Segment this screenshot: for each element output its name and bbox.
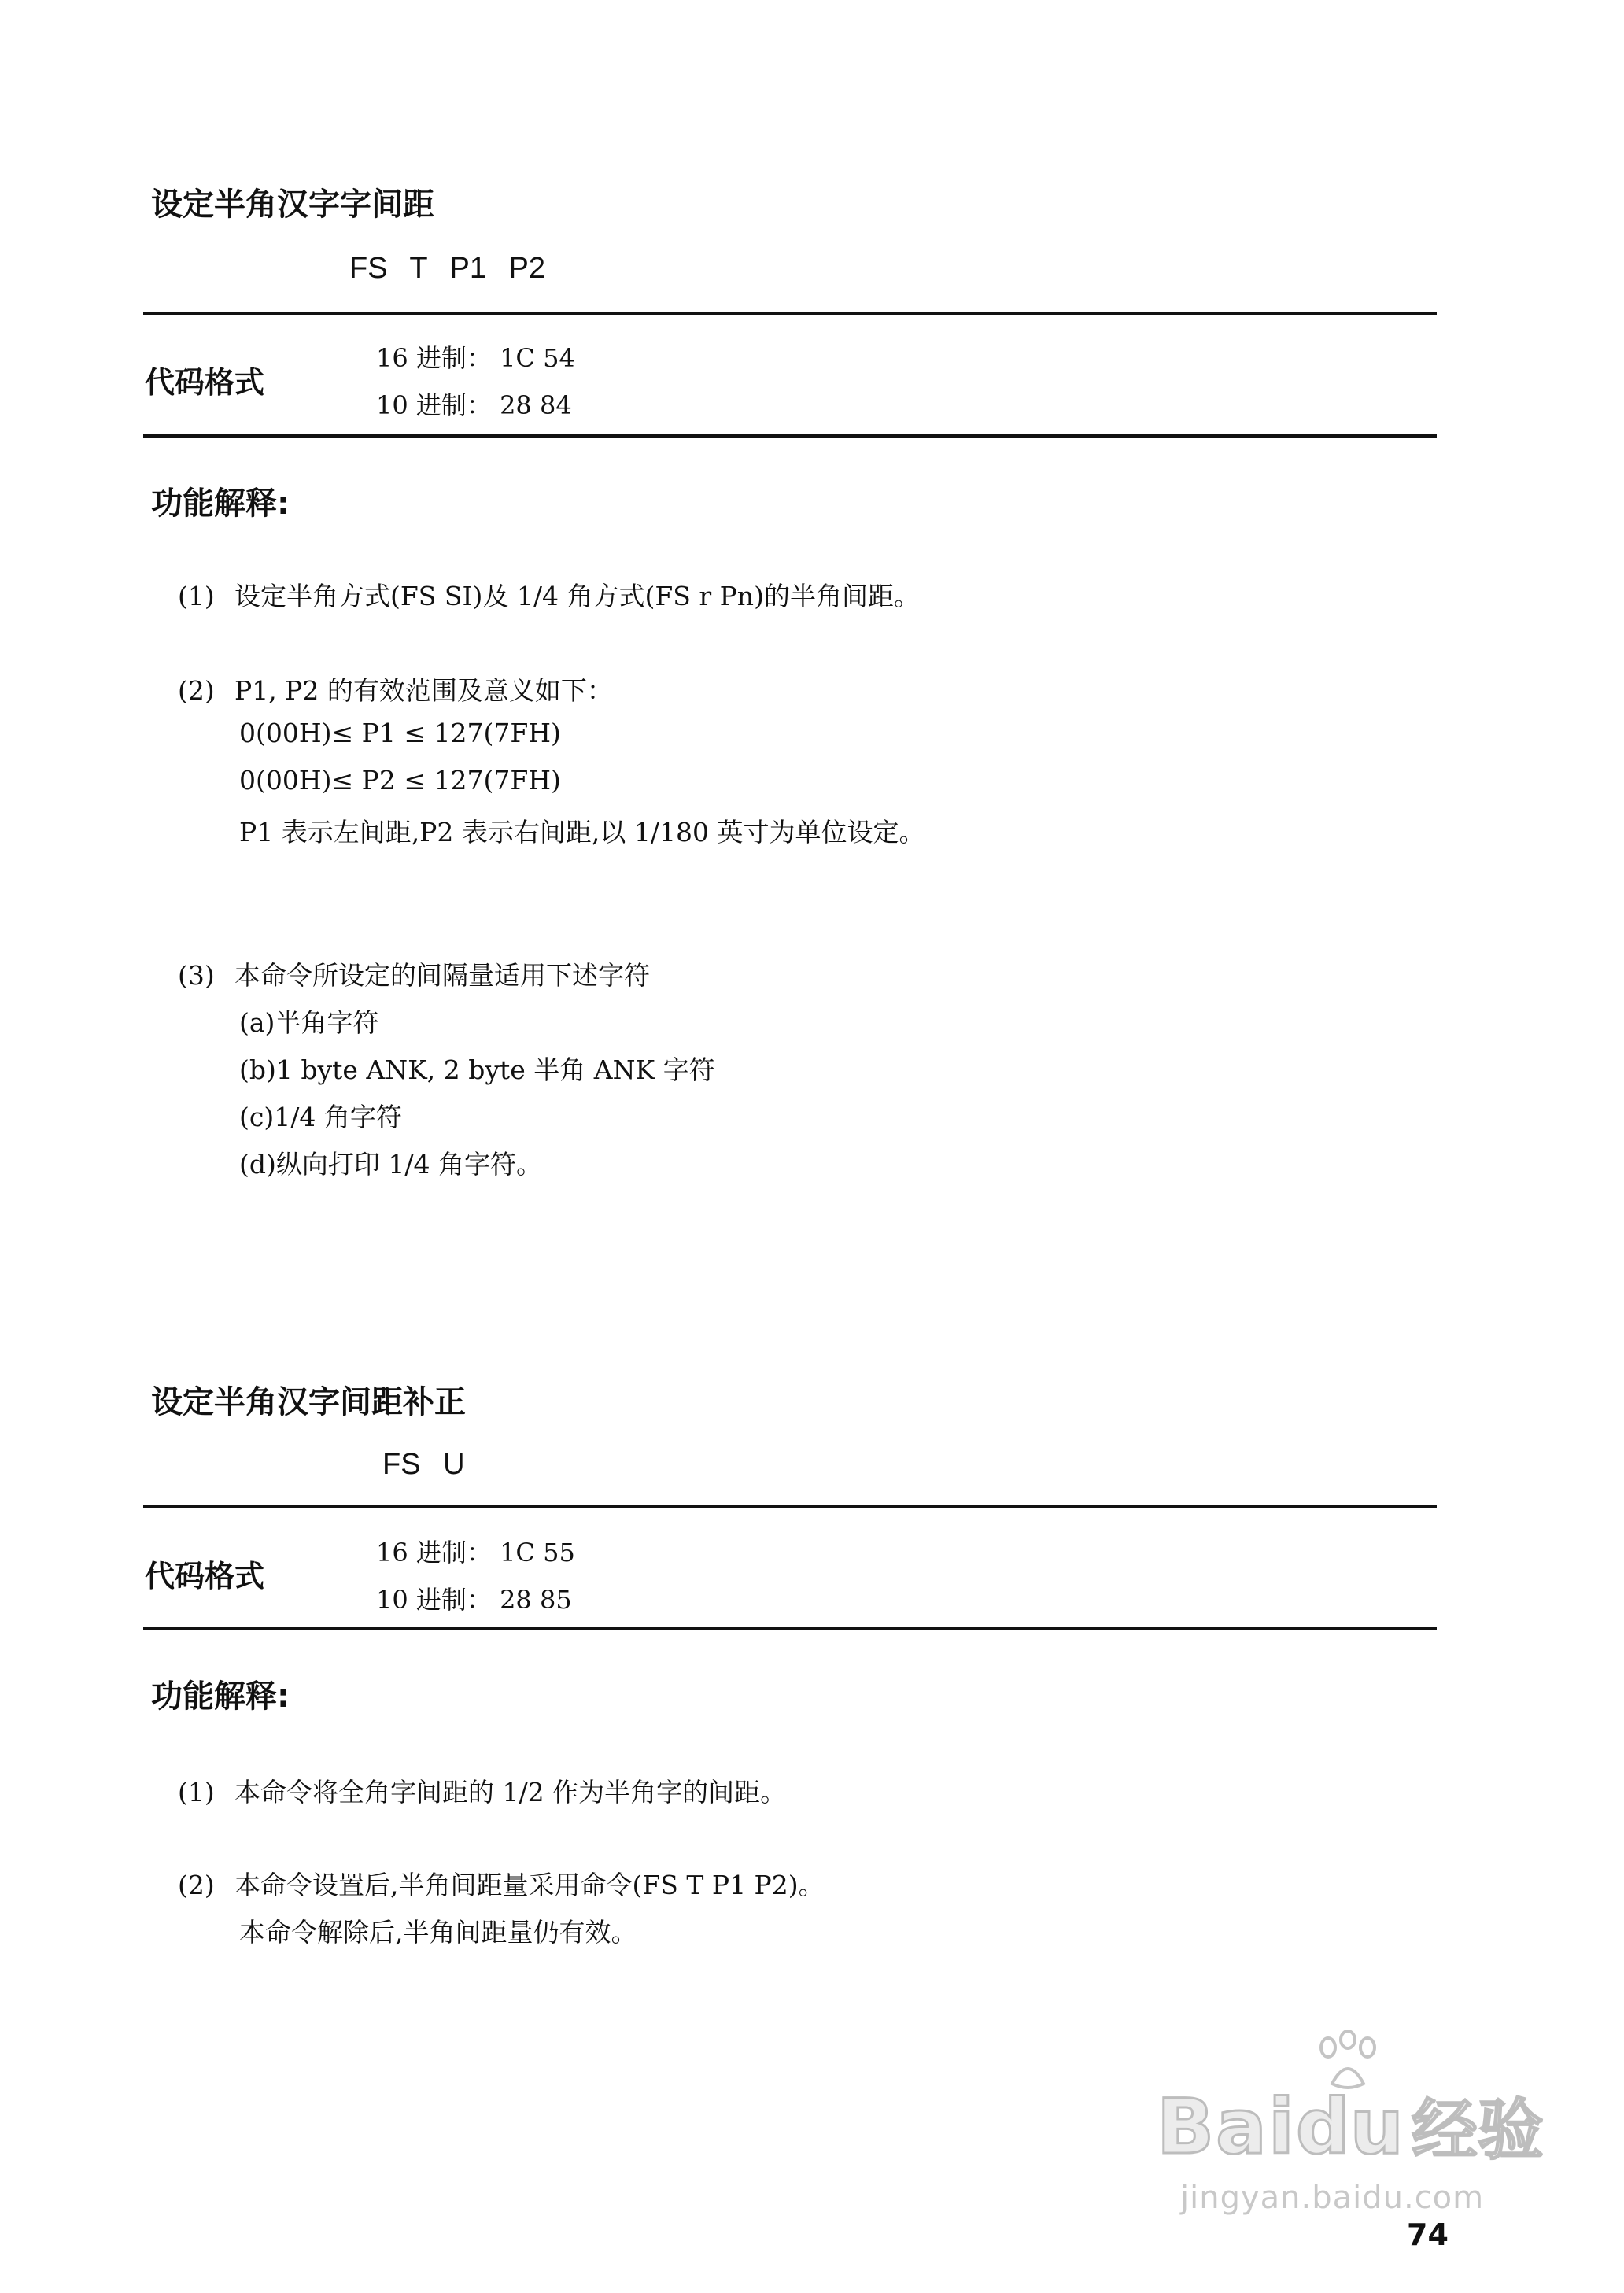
- item-text: 本命令解除后,半角间距量仍有效。: [239, 1917, 637, 1948]
- item-text: 0(00H)≤ P1 ≤ 127(7FH): [239, 718, 561, 748]
- item-text: P1, P2 的有效范围及意义如下：: [234, 675, 613, 706]
- watermark-brand: Bai: [1157, 2083, 1296, 2171]
- watermark-url: jingyan.baidu.com: [1180, 2180, 1485, 2216]
- item-text: 0(00H)≤ P2 ≤ 127(7FH): [239, 765, 561, 796]
- dec-code: 10 进制： 28 84: [376, 390, 572, 420]
- table-top-rule: [143, 312, 1437, 315]
- item-text: P1 表示左间距,P2 表示右间距,以 1/180 英寸为单位设定。: [239, 817, 925, 847]
- hex-code: 16 进制： 1C 54: [376, 343, 575, 373]
- list-item: [178, 1865, 825, 1902]
- item-text: 本命令设置后,半角间距量采用命令(FS T P1 P2)。: [234, 1870, 825, 1900]
- table-bottom-rule: [143, 1627, 1437, 1630]
- baidu-paw-icon: [1312, 2030, 1383, 2096]
- item-text: (a)半角字符: [239, 1007, 379, 1038]
- item-text: 本命令将全角字间距的 1/2 作为半角字的间距。: [234, 1777, 787, 1807]
- command-syntax: FS U: [382, 1448, 465, 1481]
- watermark-brand-du: du: [1295, 2083, 1404, 2171]
- explain-label: 功能解释:: [151, 486, 290, 522]
- item-text: 设定半角方式(FS SI)及 1/4 角方式(FS r Pn)的半角间距。: [234, 581, 920, 611]
- section-title: 设定半角汉字字间距: [151, 186, 434, 223]
- item-number: (2): [178, 675, 215, 706]
- item-text: (c)1/4 角字符: [239, 1102, 402, 1132]
- item-number: (1): [178, 581, 215, 611]
- item-number: (1): [178, 1777, 215, 1807]
- code-format-label: 代码格式: [145, 365, 265, 400]
- item-text: (b)1 byte ANK, 2 byte 半角 ANK 字符: [239, 1054, 715, 1085]
- item-number: (3): [178, 960, 215, 991]
- page-number: 74: [1407, 2217, 1449, 2252]
- item-number: (2): [178, 1870, 215, 1900]
- explain-label: 功能解释:: [151, 1678, 290, 1715]
- command-syntax: FS T P1 P2: [349, 252, 546, 285]
- table-bottom-rule: [143, 434, 1437, 438]
- item-text: 本命令所设定的间隔量适用下述字符: [234, 960, 650, 991]
- dec-code: 10 进制： 28 85: [376, 1585, 572, 1615]
- list-item: [178, 576, 920, 613]
- section-title: 设定半角汉字间距补正: [151, 1384, 466, 1420]
- item-text: (d)纵向打印 1/4 角字符。: [239, 1149, 542, 1180]
- hex-code: 16 进制： 1C 55: [376, 1538, 575, 1567]
- code-format-label: 代码格式: [145, 1559, 265, 1593]
- list-item: [178, 1772, 786, 1809]
- list-item: [178, 955, 650, 992]
- table-top-rule: [143, 1505, 1437, 1508]
- list-item: [178, 670, 613, 707]
- watermark-suffix: 经验: [1411, 2092, 1544, 2169]
